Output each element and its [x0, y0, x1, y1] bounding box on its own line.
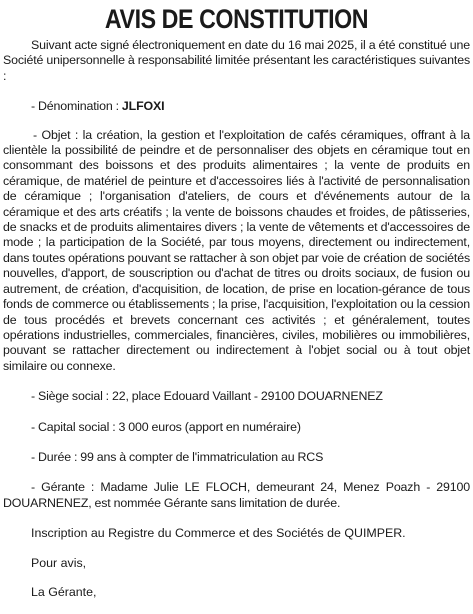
- denomination-line: [3, 99, 470, 114]
- capital-line: - Capital social : 3 000 euros (apport en numéraire): [31, 419, 301, 434]
- objet-paragraph: - Objet : la création, la gestion et l'exploitation de cafés céramiques, offrant à la clientèle la possibilité de peindre et de personnaliser des objets en céramique tout en consommant des boissons et des produits alimentaires ; la vente de produits en céramique, de matériel de peinture et d'accessoires liés à l'activité de personnalisation de céramique ; l'organisation d'ateliers, de cours et d'événements autour de la céramique et des arts créatifs ; la vente de boissons chaudes et froides, de pâtisseries, de snacks et de produits alimentaires divers ; la vente de vêtements et d'accessoires de mode ; la participation de la Société, par tous moyens, directement ou indirectement, dans toutes opérations pouvant se rattacher à son objet par voie de création de sociétés nouvelles, d'apport, de souscription ou d'achat de titres ou droits sociaux, de fusion ou autrement, de création, d'acquisition, de location, de prise en location-gérance de tous fonds de commerce ou établissements ; la prise, l'acquisition, l'exploitation ou la cession de tous procédés et brevets concernant ces activités ; et généralement, toutes opérations industrielles, commerciales, financières, civiles, mobilières ou immobilières, pouvant se rattacher directement ou indirectement à l'objet social ou à tout objet similaire ou connexe.: [3, 127, 470, 373]
- inscription-line: Inscription au Registre du Commerce et des Sociétés de QUIMPER.: [31, 526, 406, 541]
- legal-notice: [3, 4, 470, 614]
- intro-paragraph: Suivant acte signé électroniquement en date du 16 mai 2025, il a été constitué une Société unipersonnelle à responsabilité limitée présentant les caractéristiques suivantes :: [3, 38, 470, 83]
- signature-line: La Gérante,: [31, 584, 97, 599]
- gerante-paragraph: - Gérante : Madame Julie LE FLOCH, demeurant 24, Menez Poazh - 29100 DOUARNENEZ, est nommée Gérante sans limitation de durée.: [3, 480, 470, 510]
- duree-line: - Durée : 99 ans à compter de l'immatriculation au RCS: [31, 449, 324, 464]
- siege-line: - Siège social : 22, place Edouard Vaillant - 29100 DOUARNENEZ: [31, 389, 383, 404]
- denomination-label: - Dénomination :: [31, 99, 122, 114]
- denomination-value: JLFOXI: [121, 99, 165, 114]
- notice-title: AVIS DE CONSTITUTION: [104, 4, 369, 34]
- pour-avis-line: Pour avis,: [31, 555, 87, 570]
